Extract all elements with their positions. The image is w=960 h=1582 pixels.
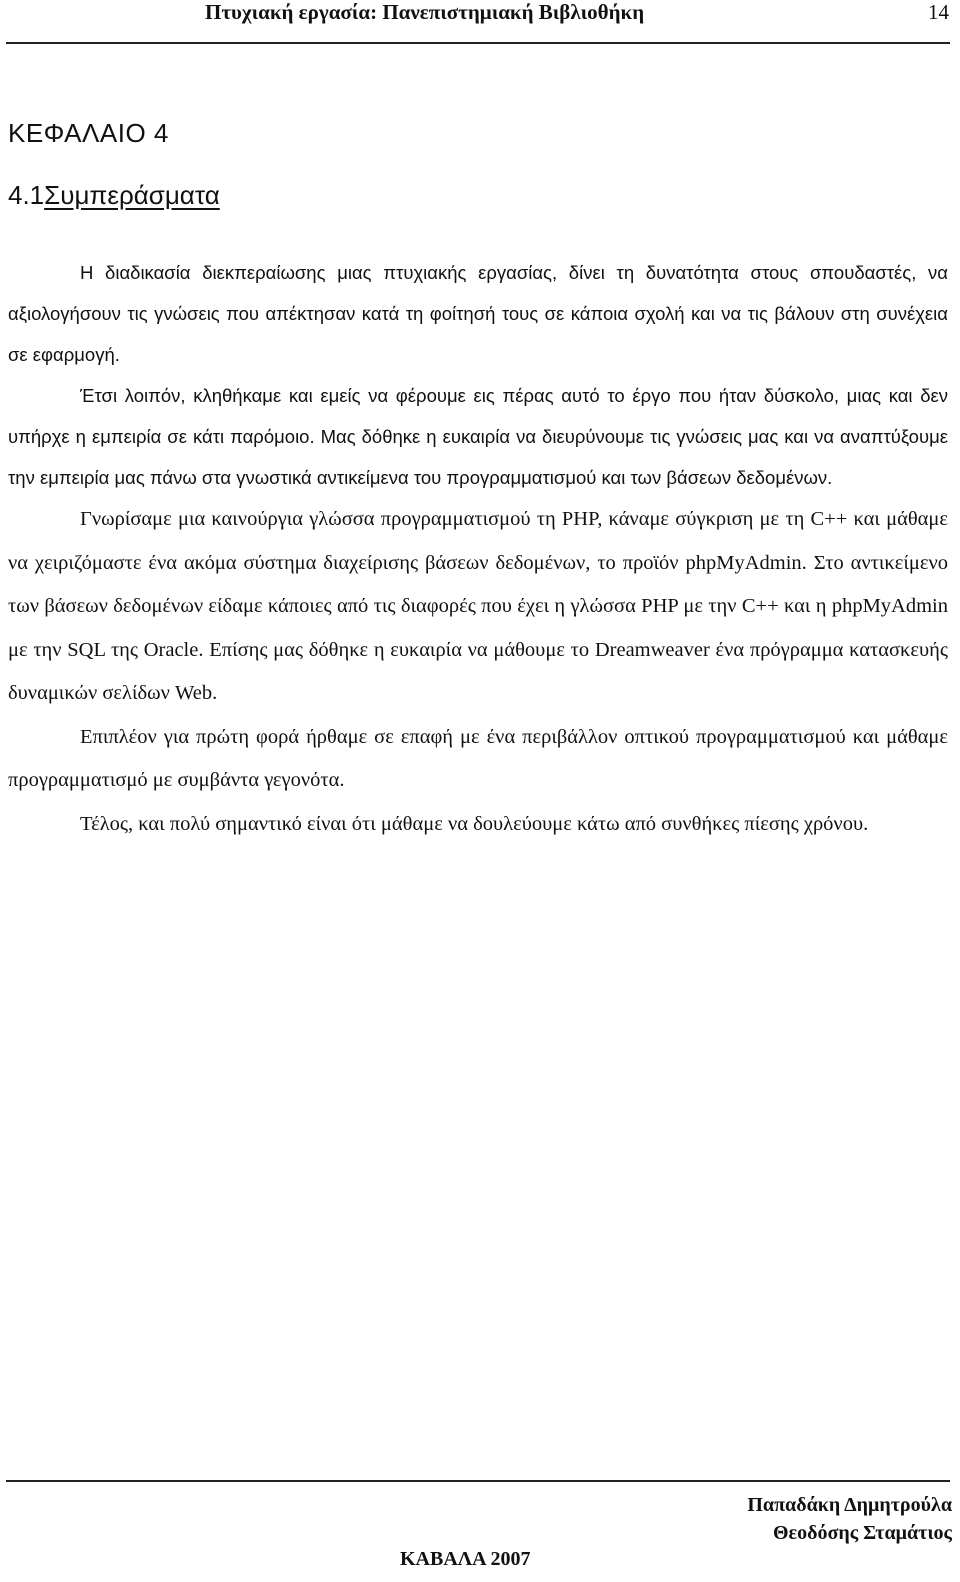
header-rule [6,42,950,44]
paragraph-2: Έτσι λοιπόν, κληθήκαμε και εμείς να φέρουμε εις πέρας αυτό το έργο που ήταν δύσκολο, μιας και δεν υπήρχε η εμπειρία σε κάτι παρόμοιο. Μας δόθηκε η ευκαιρία να διευρύνουμε τις γνώσεις μας και να αναπτύξουμε την εμπειρία μας πάνω στα γνωστικά αντικείμενα του προγραμματισμού και των βάσεων δεδομένων. [8,385,948,488]
paragraph-4: Επιπλέον για πρώτη φορά ήρθαμε σε επαφή με ένα περιβάλλον οπτικού προγραμματισμού και μάθαμε προγραμματισμό με συμβάντα γεγονότα. [8,725,948,791]
section-number: 4.1 [8,180,45,210]
footer-rule [6,1480,950,1482]
paragraph-5: Τέλος, και πολύ σημαντικό είναι ότι μάθαμε να δουλεύουμε κάτω από συνθήκες πίεσης χρόνου. [80,812,869,835]
section-heading [8,180,220,211]
paragraph-1: Η διαδικασία διεκπεραίωσης μιας πτυχιακής εργασίας, δίνει τη δυνατότητα στους σπουδαστές, να αξιολογήσουν τις γνώσεις που απέκτησαν κατά τη φοίτησή τους σε κάποια σχολή και να τις βάλουν στη συνέχεια σε εφαρμογή. [8,262,948,365]
page-number: 14 [928,0,949,24]
paragraph-3: Γνωρίσαμε μια καινούργια γλώσσα προγραμματισμού τη PHP, κάναμε σύγκριση με τη C++ και μάθαμε να χειριζόμαστε ένα ακόμα σύστημα διαχείρισης βάσεων δεδομένων, το προϊόν phpMyAdmin. Στο αντικείμενο των βάσεων δεδομένων είδαμε κάποιες από τις διαφορές που έχει η γλώσσα PHP με την C++ και η phpMyAdmin με την SQL της Oracle. Επίσης μας δόθηκε η ευκαιρία να μάθουμε το Dreamweaver ένα πρόγραμμα κατασκευής δυναμικών σελίδων Web. [8,508,948,704]
footer-place-year: ΚΑΒΑΛΑ 2007 [400,1548,531,1570]
section-title: Συμπεράσματα [44,180,220,210]
chapter-heading: ΚΕΦΑΛΑΙΟ 4 [8,118,169,148]
page-header [0,0,960,44]
footer-author-2: Θεοδόσης Σταμάτιος [772,1522,952,1544]
footer-author-1: Παπαδάκη Δημητρούλα [747,1494,952,1516]
document-body [8,252,948,846]
header-title: Πτυχιακή εργασία: Πανεπιστημιακή Βιβλιοθήκη [205,0,645,24]
